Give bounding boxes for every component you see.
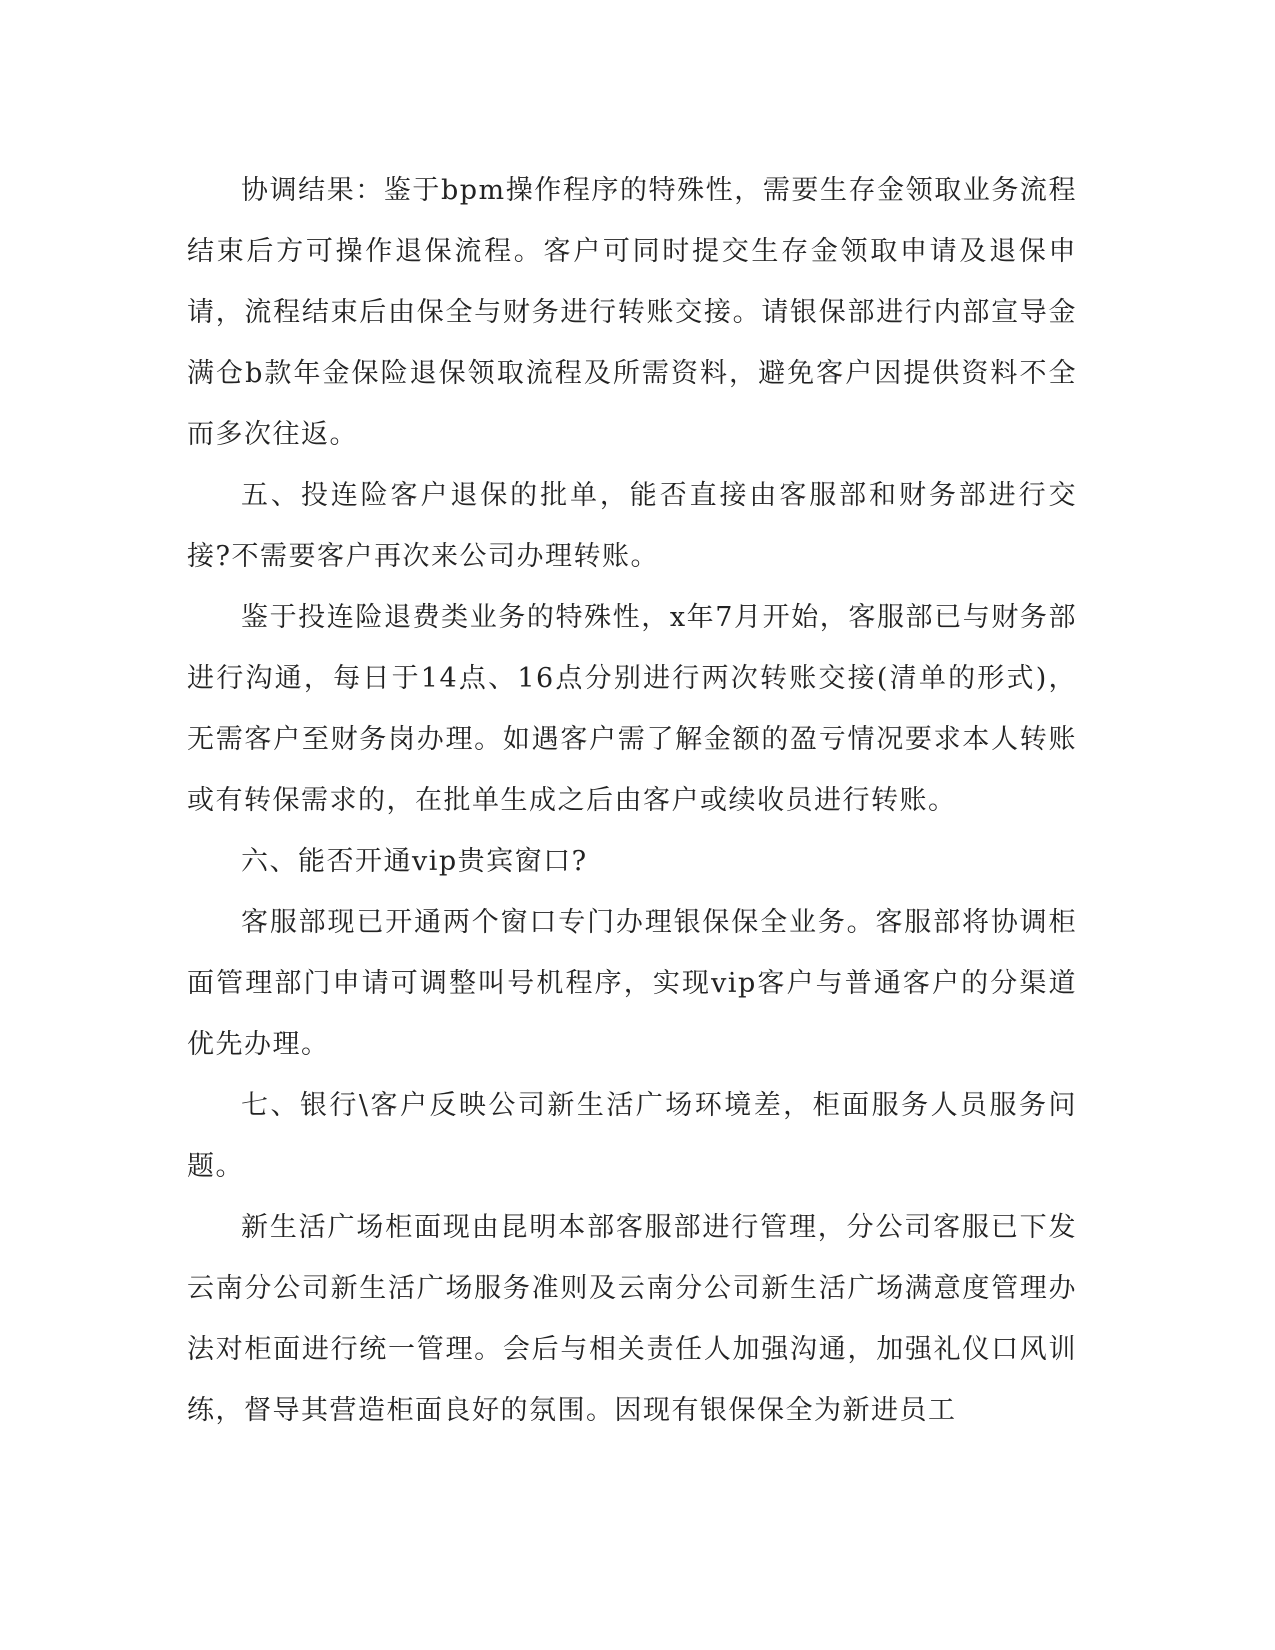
paragraph-item-six-answer: 客服部现已开通两个窗口专门办理银保保全业务。客服部将协调柜面管理部门申请可调整叫号机程序，实现vip客户与普通客户的分渠道优先办理。 [187, 907, 1077, 1060]
document-body [187, 160, 1077, 1441]
paragraph-item-five-answer: 鉴于投连险退费类业务的特殊性，x年7月开始，客服部已与财务部进行沟通，每日于14点、16点分别进行两次转账交接(清单的形式)，无需客户至财务岗办理。如遇客户需了解金额的盈亏情况要求本人转账或有转保需求的，在批单生成之后由客户或续收员进行转账。 [187, 602, 1077, 816]
paragraph-item-five-question: 五、投连险客户退保的批单，能否直接由客服部和财务部进行交接?不需要客户再次来公司办理转账。 [187, 480, 1077, 572]
paragraph-item-seven-question: 七、银行\客户反映公司新生活广场环境差，柜面服务人员服务问题。 [187, 1090, 1077, 1182]
paragraph-item-six-question: 六、能否开通vip贵宾窗口? [241, 846, 588, 877]
paragraph-coordination-result: 协调结果：鉴于bpm操作程序的特殊性，需要生存金领取业务流程结束后方可操作退保流程。客户可同时提交生存金领取申请及退保申请，流程结束后由保全与财务进行转账交接。请银保部进行内部宣导金满仓b款年金保险退保领取流程及所需资料，避免客户因提供资料不全而多次往返。 [187, 175, 1077, 450]
paragraph-item-seven-answer: 新生活广场柜面现由昆明本部客服部进行管理，分公司客服已下发云南分公司新生活广场服务准则及云南分公司新生活广场满意度管理办法对柜面进行统一管理。会后与相关责任人加强沟通，加强礼仪口风训练，督导其营造柜面良好的氛围。因现有银保保全为新进员工 [187, 1212, 1077, 1426]
